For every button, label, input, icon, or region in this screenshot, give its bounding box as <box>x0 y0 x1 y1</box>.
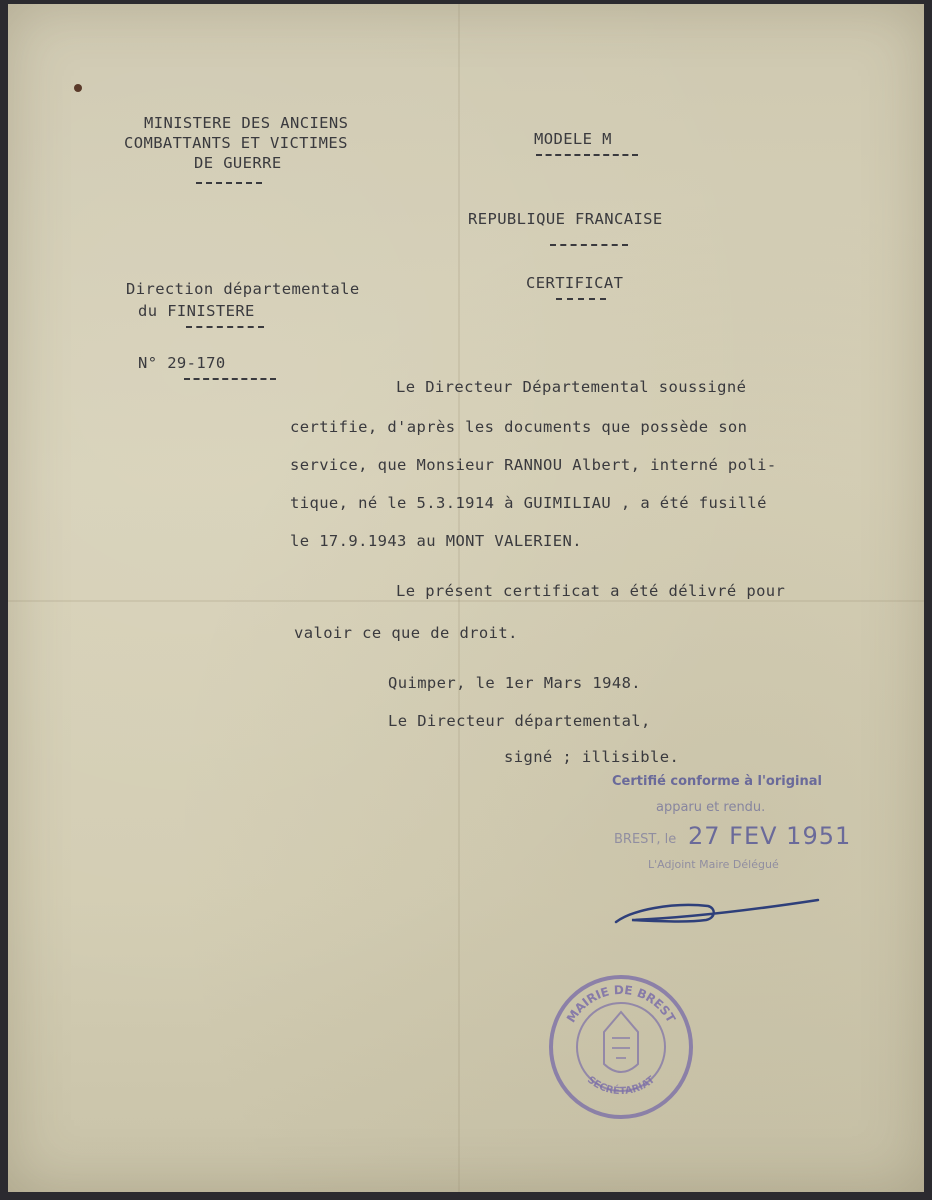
handwritten-signature <box>612 892 822 932</box>
divider <box>186 326 264 328</box>
stamp-certified-line: Certifié conforme à l'original <box>612 774 822 789</box>
signer-title: Le Directeur départemental, <box>388 712 651 730</box>
divider <box>536 154 638 156</box>
ministry-line-3: DE GUERRE <box>194 154 282 172</box>
reference-number: N° 29-170 <box>138 354 226 372</box>
svg-text:SECRÉTARIAT <box>585 1074 657 1097</box>
body-line-2: certifie, d'après les documents que possède son <box>290 418 748 436</box>
ink-spot <box>74 84 82 92</box>
mairie-seal-icon <box>546 972 696 1122</box>
body-line-1: Le Directeur Départemental soussigné <box>396 378 747 396</box>
body-line-6: Le présent certificat a été délivré pour <box>396 582 786 600</box>
direction-line-1: Direction départementale <box>126 280 360 298</box>
body-line-7: valoir ce que de droit. <box>294 624 518 642</box>
republic-heading: REPUBLIQUE FRANCAISE <box>468 210 663 228</box>
seal-bottom-text: SECRÉTARIAT <box>584 1074 658 1098</box>
stamp-date: 27 FEV 1951 <box>688 822 852 850</box>
certificate-heading: CERTIFICAT <box>526 274 624 292</box>
stamp-city: BREST, le <box>614 832 677 847</box>
stamp-returned-line: apparu et rendu. <box>656 800 766 815</box>
signature-note: signé ; illisible. <box>504 748 680 766</box>
seal-top-text: MAIRIE DE BREST <box>563 982 679 1025</box>
ministry-line-2: COMBATTANTS ET VICTIMES <box>124 134 348 152</box>
body-line-4: tique, né le 5.3.1914 à GUIMILIAU , a été fusillé <box>290 494 767 512</box>
stamp-official: L'Adjoint Maire Délégué <box>648 858 779 871</box>
body-line-3: service, que Monsieur RANNOU Albert, interné poli- <box>290 456 777 474</box>
divider <box>556 298 606 300</box>
paper-fold-horizontal <box>8 600 924 602</box>
ministry-line-1: MINISTERE DES ANCIENS <box>144 114 349 132</box>
direction-line-2: du FINISTERE <box>138 302 255 320</box>
body-line-5: le 17.9.1943 au MONT VALERIEN. <box>290 532 582 550</box>
divider <box>196 182 262 184</box>
document-sheet <box>8 4 924 1192</box>
divider <box>184 378 276 380</box>
model-label: MODELE M <box>534 130 612 148</box>
divider <box>550 244 628 246</box>
place-date: Quimper, le 1er Mars 1948. <box>388 674 642 692</box>
